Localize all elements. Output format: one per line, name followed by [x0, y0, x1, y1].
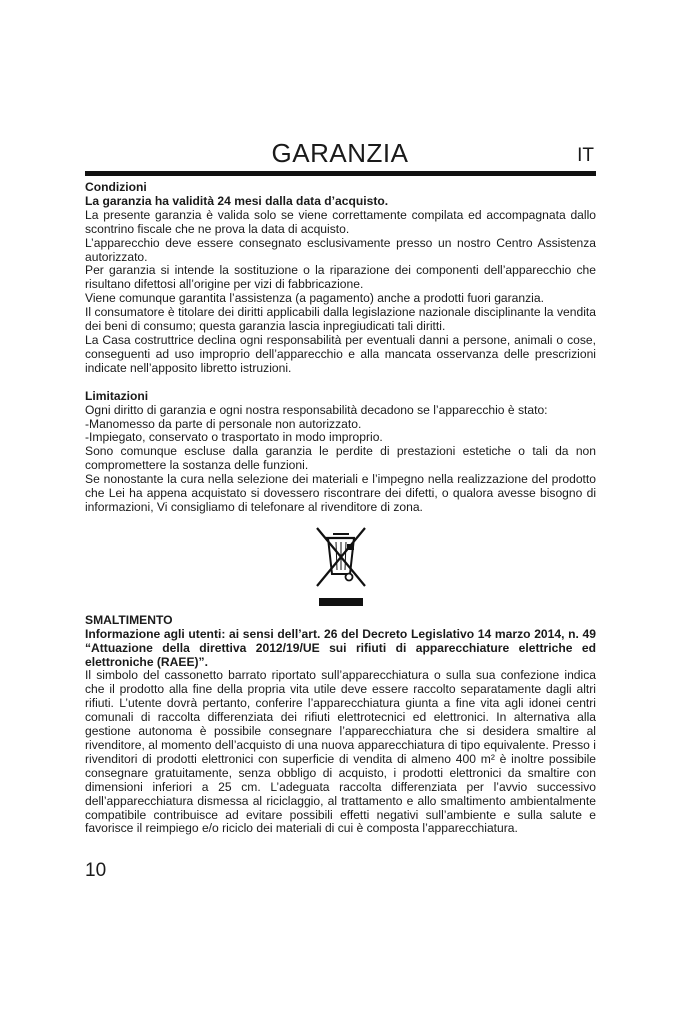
- crossed-out-wheelie-bin-icon: [311, 526, 371, 592]
- limitations-heading: Limitazioni: [85, 388, 149, 403]
- disposal-body: Il simbolo del cassonetto barrato riportato sull’apparecchiatura o sulla sua confezione indica che il prodotto alla fine della propria vita utile deve essere raccolto separatamente dagli altri rifiuti. L’utente dovrà pertanto, conferire l’apparecchiatura giunta a fine vita agli idonei centri comunali di raccolta differenziata dei rifiuti elettrotecnici ed elettronici. In alternativa alla gestione autonoma è possibile consegnare l’apparecchiatura che si desidera smaltire al rivenditore, al momento dell’acquisto di una nuova apparecchiatura di tipo equivalente. Presso i rivenditori di prodotti elettronici con superficie di vendita di almeno 400 m² è inoltre possibile consegnare gratuitamente, senza obbligo di acquisto, i prodotti elettronici da smaltire con dimensioni inferiori a 25 cm. L’adeguata raccolta differenziata per l’avvio successivo dell’apparecchiatura dismessa al riciclaggio, al trattamento e allo smaltimento ambientalmente compatibile contribuisce ad evitare possibili effetti negativi sull’ambiente e sulla salute e favorisce il reimpiego e/o riciclo dei materiali di cui è composta l’apparecchiatura.: [85, 668, 596, 836]
- disposal-subheading: Informazione agli utenti: ai sensi dell’art. 26 del Decreto Legislativo 14 marzo 2014, n. 49 “Attuazione della direttiva 2012/19/UE sui rifiuti di apparecchiature elettriche ed elettroniche (RAEE)”.: [85, 626, 596, 669]
- disposal-heading: SMALTIMENTO: [85, 612, 173, 627]
- page-number: 10: [85, 860, 107, 881]
- conditions-heading: Condizioni: [85, 180, 147, 194]
- language-code: IT: [577, 145, 594, 166]
- conditions-subheading: La garanzia ha validità 24 mesi dalla data d’acquisto.: [85, 193, 389, 208]
- limitations-paragraph: -Manomesso da parte di personale non autorizzato.: [85, 416, 362, 431]
- document-body: [85, 181, 596, 836]
- limitations-paragraph: -Impiegato, conservato o trasportato in modo improprio.: [85, 430, 383, 445]
- conditions-paragraph: Viene comunque garantita l’assistenza (a pagamento) anche a prodotti fuori garanzia.: [85, 291, 544, 306]
- limitations-paragraph: Se nonostante la cura nella selezione dei materiali e l’impegno nella realizzazione del prodotto che Lei ha appena acquistato si dovessero riscontrare dei difetti, o qualora avesse bisogno di informazioni, Vi consigliamo di telefonare al rivenditore di zona.: [85, 472, 596, 514]
- weee-underline-bar: [319, 598, 363, 606]
- conditions-paragraph: Il consumatore è titolare dei diritti applicabili dalla legislazione nazionale disciplinante la vendita dei beni di consumo; questa garanzia lascia inpregiudicati tali diritti.: [85, 305, 596, 334]
- conditions-paragraph: La presente garanzia è valida solo se viene correttamente compilata ed accompagnata dallo scontrino fiscale che ne prova la data di acquisto.: [85, 207, 596, 236]
- conditions-paragraph: L’apparecchio deve essere consegnato esclusivamente presso un nostro Centro Assistenza autorizzato.: [85, 235, 596, 264]
- limitations-paragraph: Sono comunque escluse dalla garanzia le perdite di prestazioni estetiche o tali da non compromettere la sostanza delle funzioni.: [85, 444, 596, 473]
- title-rule: [85, 171, 596, 176]
- conditions-paragraph: La Casa costruttrice declina ogni responsabilità per eventuali danni a persone, animali o cose, conseguenti ad uso improprio dell’apparecchio e alla mancata osservanza delle prescrizioni indicate nell’apposito libretto istruzioni.: [85, 332, 596, 375]
- conditions-paragraph: Per garanzia si intende la sostituzione o la riparazione dei componenti dell’apparecchio che risultano difettosi all’origine per vizi di fabbricazione.: [85, 263, 596, 292]
- page-title: GARANZIA: [271, 138, 409, 168]
- limitations-paragraph: Ogni diritto di garanzia e ogni nostra responsabilità decadono se l’apparecchio è stato:: [85, 402, 548, 417]
